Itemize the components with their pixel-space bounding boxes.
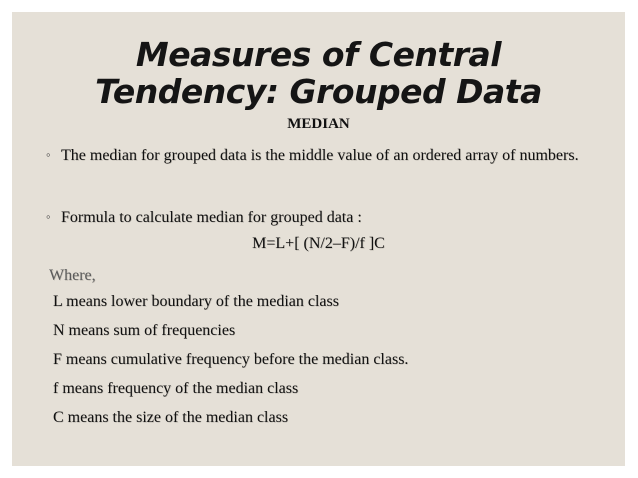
definition-item: L means lower boundary of the median class — [53, 293, 339, 310]
slide — [12, 12, 625, 466]
definition-item: C means the size of the median class — [53, 409, 289, 426]
bullet-item — [46, 145, 592, 166]
definition-item: f means frequency of the median class — [53, 380, 299, 397]
subheading: MEDIAN — [287, 116, 350, 132]
definition-item: N means sum of frequencies — [53, 322, 236, 339]
slide-title — [12, 36, 625, 110]
bullet-text: Formula to calculate median for grouped data : — [61, 209, 362, 226]
bullet-marker: ◦ — [46, 209, 51, 224]
definition-item: F means cumulative frequency before the median class. — [53, 351, 409, 368]
bullet-item — [46, 207, 592, 228]
title-line-1: Measures of Central — [135, 35, 502, 74]
median-formula: M=L+[ (N/2–F)/f ]C — [252, 235, 385, 252]
title-line-2: Tendency: Grouped Data — [95, 72, 542, 111]
definition-list — [53, 292, 408, 437]
bullet-marker: ◦ — [46, 147, 51, 162]
bullet-text: The median for grouped data is the middle value of an ordered array of numbers. — [61, 147, 579, 164]
where-label: Where, — [49, 267, 96, 284]
